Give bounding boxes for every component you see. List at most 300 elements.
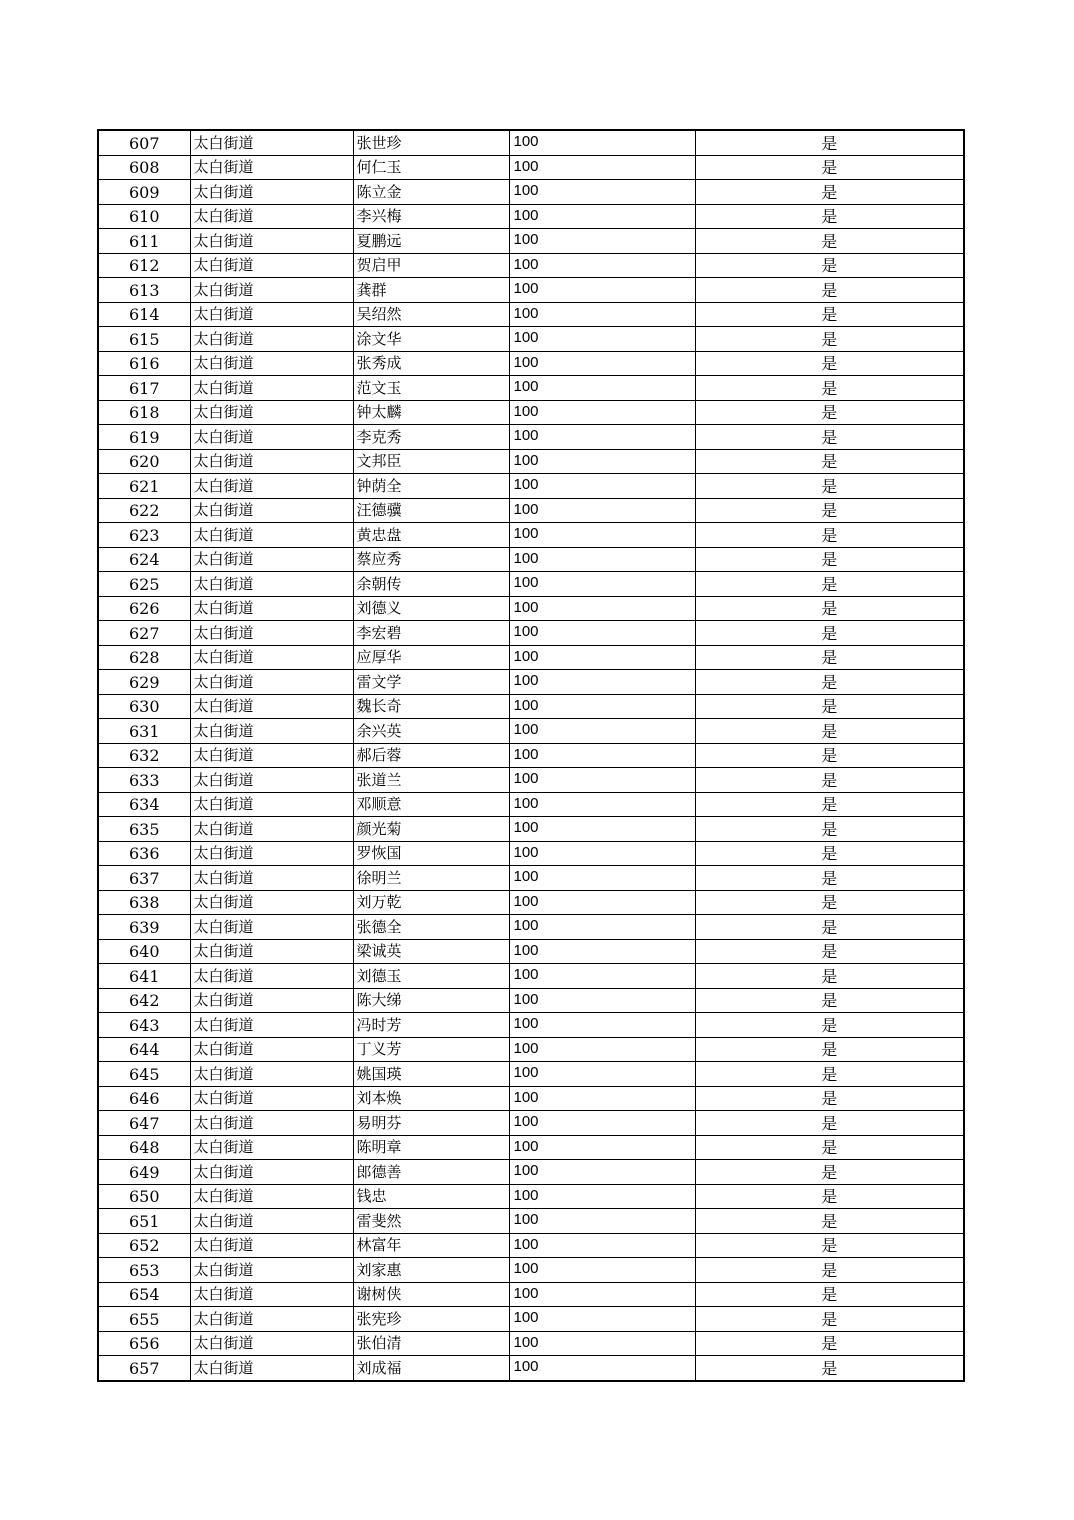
cell-name: 刘本焕 [353,1086,509,1111]
cell-amount: 100 [509,376,695,401]
cell-name: 应厚华 [353,645,509,670]
cell-amount: 100 [509,547,695,572]
cell-number: 615 [98,327,190,352]
cell-name: 陈明章 [353,1135,509,1160]
cell-flag: 是 [695,204,964,229]
cell-street: 太白街道 [190,1013,353,1038]
cell-name: 钟荫全 [353,474,509,499]
table-row [98,768,964,793]
cell-street: 太白街道 [190,130,353,155]
cell-street: 太白街道 [190,1160,353,1185]
table-row [98,425,964,450]
cell-name: 龚群 [353,278,509,303]
cell-number: 613 [98,278,190,303]
cell-number: 607 [98,130,190,155]
table-row [98,449,964,474]
cell-number: 657 [98,1356,190,1381]
cell-flag: 是 [695,964,964,989]
cell-street: 太白街道 [190,547,353,572]
cell-flag: 是 [695,890,964,915]
table-row [98,841,964,866]
cell-flag: 是 [695,915,964,940]
cell-street: 太白街道 [190,1062,353,1087]
cell-name: 颜光菊 [353,817,509,842]
cell-number: 649 [98,1160,190,1185]
table-row [98,719,964,744]
table-row [98,1282,964,1307]
cell-number: 617 [98,376,190,401]
table-row [98,253,964,278]
table-row [98,1331,964,1356]
cell-street: 太白街道 [190,596,353,621]
cell-name: 余兴英 [353,719,509,744]
cell-number: 619 [98,425,190,450]
table-row [98,1111,964,1136]
cell-flag: 是 [695,376,964,401]
cell-name: 郎德善 [353,1160,509,1185]
cell-number: 642 [98,988,190,1013]
cell-name: 张宪珍 [353,1307,509,1332]
table-row [98,1160,964,1185]
cell-flag: 是 [695,474,964,499]
cell-number: 630 [98,694,190,719]
cell-name: 刘德玉 [353,964,509,989]
cell-name: 范文玉 [353,376,509,401]
cell-amount: 100 [509,449,695,474]
cell-amount: 100 [509,155,695,180]
cell-amount: 100 [509,817,695,842]
cell-flag: 是 [695,1233,964,1258]
cell-number: 624 [98,547,190,572]
table-row [98,1258,964,1283]
cell-number: 650 [98,1184,190,1209]
cell-amount: 100 [509,596,695,621]
cell-street: 太白街道 [190,890,353,915]
cell-flag: 是 [695,1013,964,1038]
cell-street: 太白街道 [190,449,353,474]
cell-name: 魏长奇 [353,694,509,719]
cell-flag: 是 [695,1331,964,1356]
cell-amount: 100 [509,1013,695,1038]
cell-amount: 100 [509,1331,695,1356]
cell-flag: 是 [695,130,964,155]
cell-number: 629 [98,670,190,695]
cell-number: 627 [98,621,190,646]
cell-street: 太白街道 [190,841,353,866]
cell-amount: 100 [509,1135,695,1160]
cell-flag: 是 [695,351,964,376]
cell-flag: 是 [695,719,964,744]
cell-amount: 100 [509,1258,695,1283]
cell-flag: 是 [695,572,964,597]
cell-flag: 是 [695,1282,964,1307]
cell-flag: 是 [695,547,964,572]
cell-street: 太白街道 [190,523,353,548]
cell-street: 太白街道 [190,1258,353,1283]
cell-amount: 100 [509,670,695,695]
cell-number: 623 [98,523,190,548]
cell-street: 太白街道 [190,572,353,597]
cell-amount: 100 [509,327,695,352]
cell-amount: 100 [509,768,695,793]
cell-amount: 100 [509,988,695,1013]
cell-number: 635 [98,817,190,842]
cell-name: 汪德骥 [353,498,509,523]
cell-street: 太白街道 [190,1184,353,1209]
cell-name: 张秀成 [353,351,509,376]
cell-number: 622 [98,498,190,523]
cell-street: 太白街道 [190,327,353,352]
cell-street: 太白街道 [190,768,353,793]
cell-street: 太白街道 [190,1209,353,1234]
table-row [98,915,964,940]
cell-number: 652 [98,1233,190,1258]
table-row [98,621,964,646]
cell-number: 618 [98,400,190,425]
cell-number: 633 [98,768,190,793]
cell-flag: 是 [695,1111,964,1136]
cell-street: 太白街道 [190,645,353,670]
cell-amount: 100 [509,1184,695,1209]
cell-flag: 是 [695,939,964,964]
cell-number: 614 [98,302,190,327]
table-row [98,302,964,327]
table-row [98,596,964,621]
cell-amount: 100 [509,253,695,278]
cell-street: 太白街道 [190,792,353,817]
table-row [98,964,964,989]
cell-name: 姚国瑛 [353,1062,509,1087]
cell-amount: 100 [509,1062,695,1087]
table-row [98,890,964,915]
table-row [98,939,964,964]
cell-name: 涂文华 [353,327,509,352]
cell-name: 夏鹏远 [353,229,509,254]
cell-number: 621 [98,474,190,499]
cell-amount: 100 [509,572,695,597]
table-row [98,743,964,768]
cell-amount: 100 [509,1282,695,1307]
cell-street: 太白街道 [190,866,353,891]
cell-name: 徐明兰 [353,866,509,891]
table-row [98,130,964,155]
cell-flag: 是 [695,155,964,180]
cell-flag: 是 [695,670,964,695]
cell-flag: 是 [695,498,964,523]
cell-amount: 100 [509,719,695,744]
cell-flag: 是 [695,841,964,866]
cell-amount: 100 [509,498,695,523]
cell-street: 太白街道 [190,425,353,450]
cell-number: 609 [98,180,190,205]
cell-amount: 100 [509,425,695,450]
table-row [98,1062,964,1087]
cell-number: 636 [98,841,190,866]
cell-flag: 是 [695,694,964,719]
cell-name: 张伯清 [353,1331,509,1356]
cell-name: 蔡应秀 [353,547,509,572]
cell-street: 太白街道 [190,988,353,1013]
cell-flag: 是 [695,792,964,817]
cell-number: 647 [98,1111,190,1136]
cell-amount: 100 [509,866,695,891]
cell-amount: 100 [509,1160,695,1185]
cell-street: 太白街道 [190,474,353,499]
cell-name: 丁义芳 [353,1037,509,1062]
cell-flag: 是 [695,302,964,327]
table-row [98,988,964,1013]
cell-name: 张德全 [353,915,509,940]
table-row [98,1037,964,1062]
table-row [98,498,964,523]
cell-amount: 100 [509,1086,695,1111]
cell-street: 太白街道 [190,351,353,376]
table-row [98,523,964,548]
cell-name: 罗恢国 [353,841,509,866]
cell-street: 太白街道 [190,498,353,523]
cell-amount: 100 [509,204,695,229]
cell-street: 太白街道 [190,1135,353,1160]
table-row [98,792,964,817]
table-row [98,278,964,303]
cell-number: 653 [98,1258,190,1283]
table-row [98,1307,964,1332]
cell-amount: 100 [509,278,695,303]
cell-amount: 100 [509,743,695,768]
cell-number: 646 [98,1086,190,1111]
cell-amount: 100 [509,890,695,915]
cell-street: 太白街道 [190,1111,353,1136]
cell-flag: 是 [695,253,964,278]
table-row [98,229,964,254]
cell-amount: 100 [509,130,695,155]
cell-flag: 是 [695,523,964,548]
cell-name: 李兴梅 [353,204,509,229]
cell-number: 654 [98,1282,190,1307]
cell-flag: 是 [695,1037,964,1062]
cell-name: 雷文学 [353,670,509,695]
cell-number: 626 [98,596,190,621]
cell-number: 648 [98,1135,190,1160]
cell-amount: 100 [509,939,695,964]
cell-flag: 是 [695,449,964,474]
cell-amount: 100 [509,792,695,817]
cell-amount: 100 [509,621,695,646]
cell-flag: 是 [695,180,964,205]
cell-amount: 100 [509,1356,695,1381]
cell-street: 太白街道 [190,621,353,646]
cell-street: 太白街道 [190,694,353,719]
table-row [98,670,964,695]
cell-flag: 是 [695,768,964,793]
cell-flag: 是 [695,1356,964,1381]
cell-name: 易明芬 [353,1111,509,1136]
cell-number: 644 [98,1037,190,1062]
cell-amount: 100 [509,180,695,205]
cell-amount: 100 [509,523,695,548]
cell-number: 641 [98,964,190,989]
cell-name: 李克秀 [353,425,509,450]
cell-flag: 是 [695,645,964,670]
cell-street: 太白街道 [190,1233,353,1258]
table-row [98,474,964,499]
cell-flag: 是 [695,596,964,621]
cell-number: 632 [98,743,190,768]
cell-name: 刘万乾 [353,890,509,915]
cell-amount: 100 [509,229,695,254]
cell-street: 太白街道 [190,278,353,303]
cell-street: 太白街道 [190,1282,353,1307]
cell-flag: 是 [695,988,964,1013]
cell-number: 656 [98,1331,190,1356]
cell-street: 太白街道 [190,1037,353,1062]
cell-street: 太白街道 [190,400,353,425]
table-row [98,1233,964,1258]
cell-street: 太白街道 [190,964,353,989]
cell-name: 张道兰 [353,768,509,793]
cell-amount: 100 [509,915,695,940]
cell-name: 刘德义 [353,596,509,621]
cell-street: 太白街道 [190,376,353,401]
table-row [98,351,964,376]
table-row [98,204,964,229]
cell-street: 太白街道 [190,229,353,254]
cell-amount: 100 [509,645,695,670]
cell-street: 太白街道 [190,670,353,695]
cell-street: 太白街道 [190,939,353,964]
cell-number: 612 [98,253,190,278]
cell-number: 628 [98,645,190,670]
cell-number: 620 [98,449,190,474]
cell-street: 太白街道 [190,915,353,940]
cell-name: 吴绍然 [353,302,509,327]
table-row [98,817,964,842]
cell-name: 雷斐然 [353,1209,509,1234]
cell-number: 616 [98,351,190,376]
cell-street: 太白街道 [190,155,353,180]
cell-number: 643 [98,1013,190,1038]
cell-number: 637 [98,866,190,891]
cell-name: 刘家惠 [353,1258,509,1283]
cell-flag: 是 [695,743,964,768]
cell-flag: 是 [695,1160,964,1185]
cell-number: 639 [98,915,190,940]
cell-street: 太白街道 [190,204,353,229]
cell-name: 郝后蓉 [353,743,509,768]
cell-flag: 是 [695,1184,964,1209]
cell-street: 太白街道 [190,719,353,744]
cell-number: 634 [98,792,190,817]
cell-amount: 100 [509,1111,695,1136]
cell-name: 李宏碧 [353,621,509,646]
cell-amount: 100 [509,694,695,719]
cell-name: 邓顺意 [353,792,509,817]
cell-street: 太白街道 [190,1356,353,1381]
cell-name: 陈大绨 [353,988,509,1013]
cell-name: 林富年 [353,1233,509,1258]
data-table [97,129,965,1382]
table-row [98,866,964,891]
table-row [98,1356,964,1381]
cell-number: 645 [98,1062,190,1087]
cell-flag: 是 [695,278,964,303]
cell-flag: 是 [695,1135,964,1160]
cell-flag: 是 [695,866,964,891]
cell-name: 谢树侠 [353,1282,509,1307]
cell-number: 651 [98,1209,190,1234]
cell-name: 文邦臣 [353,449,509,474]
cell-flag: 是 [695,1062,964,1087]
cell-number: 655 [98,1307,190,1332]
cell-name: 钱忠 [353,1184,509,1209]
cell-street: 太白街道 [190,180,353,205]
cell-street: 太白街道 [190,1307,353,1332]
cell-name: 黄忠盘 [353,523,509,548]
cell-street: 太白街道 [190,1331,353,1356]
table-row [98,180,964,205]
table-row [98,572,964,597]
cell-amount: 100 [509,1233,695,1258]
table-row [98,1135,964,1160]
table-row [98,547,964,572]
cell-amount: 100 [509,351,695,376]
cell-amount: 100 [509,1307,695,1332]
cell-number: 610 [98,204,190,229]
cell-street: 太白街道 [190,253,353,278]
cell-name: 钟太麟 [353,400,509,425]
cell-street: 太白街道 [190,1086,353,1111]
cell-flag: 是 [695,1258,964,1283]
cell-name: 张世珍 [353,130,509,155]
cell-street: 太白街道 [190,302,353,327]
cell-flag: 是 [695,817,964,842]
cell-number: 640 [98,939,190,964]
cell-amount: 100 [509,964,695,989]
cell-flag: 是 [695,621,964,646]
cell-name: 刘成福 [353,1356,509,1381]
cell-number: 625 [98,572,190,597]
cell-flag: 是 [695,425,964,450]
cell-flag: 是 [695,1086,964,1111]
cell-number: 611 [98,229,190,254]
table-row [98,1013,964,1038]
cell-name: 贺启甲 [353,253,509,278]
table-row [98,1209,964,1234]
table-row [98,327,964,352]
table-row [98,155,964,180]
cell-number: 638 [98,890,190,915]
cell-name: 何仁玉 [353,155,509,180]
table-row [98,376,964,401]
cell-amount: 100 [509,1037,695,1062]
table-row [98,400,964,425]
table-row [98,1184,964,1209]
cell-amount: 100 [509,1209,695,1234]
cell-name: 余朝传 [353,572,509,597]
cell-number: 631 [98,719,190,744]
cell-amount: 100 [509,474,695,499]
cell-street: 太白街道 [190,743,353,768]
cell-amount: 100 [509,302,695,327]
cell-amount: 100 [509,841,695,866]
cell-amount: 100 [509,400,695,425]
cell-name: 冯时芳 [353,1013,509,1038]
cell-flag: 是 [695,327,964,352]
cell-flag: 是 [695,1209,964,1234]
cell-flag: 是 [695,229,964,254]
table-row [98,1086,964,1111]
cell-number: 608 [98,155,190,180]
